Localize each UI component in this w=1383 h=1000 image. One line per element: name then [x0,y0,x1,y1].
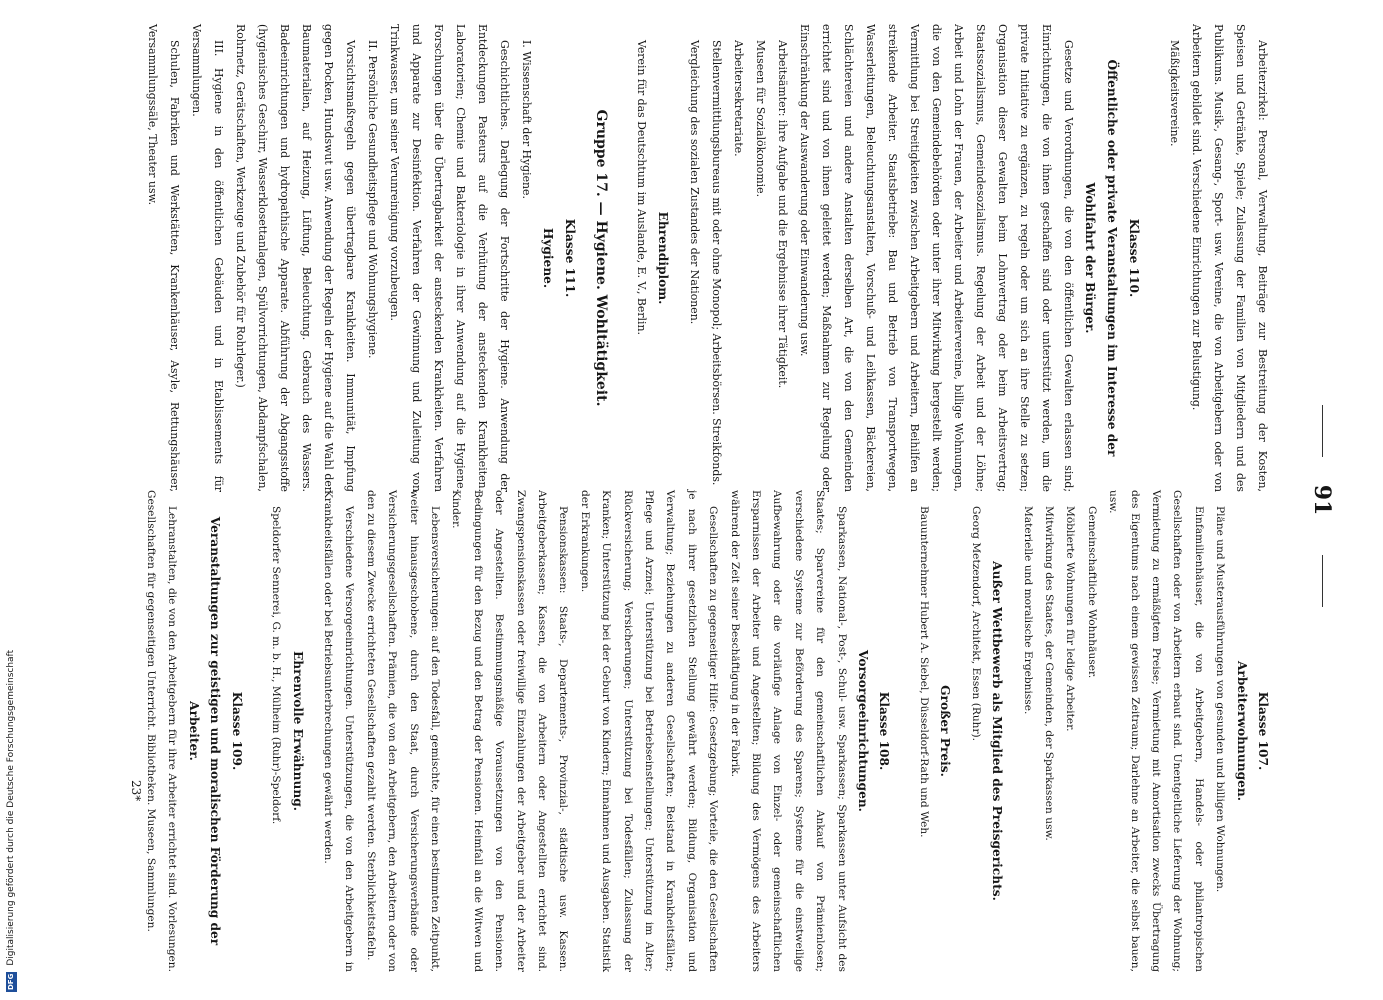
paragraph: Lebensversicherungen: auf den Todesfall, gemischte, für einen bestimmten Zeitpunkt, weiter hinausgeschobene, durch den Staat, durch Versicherungsverbände oder Versicherungsgesellschaften. Prämien, die von den Arbeitgebern, den Arbeitern oder von den zu diesem Zwecke errichteten Gesellschaften gezahlt werden. Sterblichkeitstafeln. [364,490,441,972]
block-spacer [895,490,913,972]
section-heading: Klasse 108. [877,691,892,771]
right-column [141,24,1273,492]
paragraph: Arbeiterzirkel: Personal, Verwaltung, Beiträge zur Bestreitung der Kosten, Speisen und Getränke, Spiele; Zulassung der Familien von Mitgliedern und des Publikums. Musik-, Gesang-, Sport- usw. Vereine, die von Arbeitgebern oder von Arbeitern gebildet sind. Verschiedene Einrichtungen zur Belustigung. [1190,24,1269,492]
paragraph: Verschiedene Versorgeeinrichtungen. Unterstützungen, die von den Arbeitgebern in Krankheitsfällen oder bei Betriebsunterbrechungen gewährt werden. [321,490,356,972]
paragraph: Gesetze und Verordnungen, die von den öffentlichen Gewalten erlassen sind; Einrichtungen, die von ihnen geschaffen sind oder unterstützt werden, um die private Initiative zu ergänzen, zu regeln oder um sich an ihre Stelle zu setzen; Organisation dieser Gewalten beim Lohnvertrag oder beim Arbeitsvertrag; Staatssozialismus, Gemeindesozialismus. Regelung der Arbeit und der Löhne; Arbeit und Lohn der Frauen, der Arbeiter und Arbeitervereine, billige Wohnungen, die von den Gemeindebehörden oder unter ihrer Mitwirkung hergestellt werden; Vermittlung bei Streitigkeiten zwischen Arbeitgebern und Arbeitern, Beihilfen an streikende Arbeiter. Staatsbetriebe: Bau und Betrieb von Transportwegen, Wasserleitungen, Beleuchtungsanstalten, Vorschuß- und Leihkassen, Bäckereien, Schlächtereien und andere Anstalten derselben Art, die von den Gemeinden errichtet sind und von ihnen geleitet werden; Maßnahmen zur Regelung oder Einschränkung der Auswanderung oder Einwanderung usw. [798,24,1075,492]
paragraph: Vorsichtsmaßregeln gegen übertragbare Krankheiten. Immunität, Impfung gegen Pocken, Hundswut usw. Anwendung der Regeln der Hygiene auf die Wahl der Baumaterialien, auf Heizung, Lüftung, Beleuchtung. Gebrauch des Wassers. Badeeinrichtungen und hydropathische Apparate. Abführung der Abgangsstoffe (hygienisches Geschirr, Wasserklosettanlagen, Spülvorrichtungen, Abdampfschalen, Rohrnetz, Gerätschaften, Werkzeuge und Zubehör für Rohrleger.) [234,24,357,492]
paragraph: Arbeitersekretariate. [732,40,745,157]
paragraph: Mäßigkeitsvereine. [1168,40,1181,147]
paragraph: Schulen, Fabriken und Werkstätten, Krankenhäuser, Asyle, Rettungshäuser, Versammlungssäle, Theater usw. [146,24,181,492]
section-heading: Ehrendiplom. [656,211,670,305]
paragraph: Speldorfer Sennerei, G. m. b. H., Mülheim (Ruhr)-Speldorf. [270,506,283,825]
paragraph: Verein für das Deutschtum im Auslande, E. V., Berlin. [635,40,648,335]
paragraph: Einfamilienhäuser, die von Arbeitgebern, Handels- oder philantropischen Gesellschaften oder von Arbeitern erbaut sind. Unentgeltliche Lieferung der Wohnung; Vermietung zu ermäßigtem Preise; Vermietung mit Amortisation zwecks Übertragung des Eigentums nach einem gewissen Zeitraum; Darlehne an Arbeiter, die selbst bauen, usw. [1107,490,1205,972]
paragraph: Stellenvermittlungsbureaus mit oder ohne Monopol; Arbeitsbörsen. Streikfonds. [710,40,723,486]
page-number: 91 [1309,484,1335,516]
block-spacer [1007,490,1016,972]
block-spacer [955,490,964,972]
block-spacer [581,24,590,492]
section-heading: Veranstaltungen zur geistigen und moralischen Förderung der Arbeiter. [186,516,223,946]
block-spacer [612,24,630,492]
block-spacer [247,490,265,972]
paragraph: Arbeitsämter: ihre Aufgabe und die Ergebnisse ihrer Tätigkeit. [776,40,789,389]
footer-text: Digitalisierung gefördert durch die Deutsche Forschungsgemeinschaft [6,649,16,966]
section-heading: Klasse 111. [563,218,577,298]
paragraph: Gemeinschaftliche Wohnhäuser. [1085,506,1098,679]
dfg-logo: DFG [6,973,15,990]
section-heading: Großer Preis. [938,685,953,777]
left-column [140,490,1273,972]
paragraph: II. Persönliche Gesundheitspflege und Wohnungshygiene. [366,40,379,359]
section-heading: Vorsorgeeinrichtungen. [856,650,871,812]
paragraph: Geschichtliches. Darlegung der Fortschritte der Hygiene. Anwendung der Entdeckungen Pasteurs auf die Verhütung der ansteckenden Krankheiten. Laboratorien; Chemie und Bakteriologie in ihrer Anwendung auf die Hygiene. Forschungen über die Übertragbarkeit der ansteckenden Krankheiten. Verfahren und Apparate zur Desinfektion. Verfahren der Gewinnung und Zuleitung von Trinkwasser, um seiner Verunreinigung vorzubeugen. [388,24,511,492]
paragraph: Georg Metzendorf, Architekt, Essen (Ruhr). [969,506,982,742]
block-spacer [308,490,317,972]
paragraph: III. Hygiene in den öffentlichen Gebäuden und in Etablissements für Versammlungen. [190,24,225,492]
sheet-signature: 23* [129,780,143,802]
section-heading: Klasse 110. [1127,218,1141,298]
digitization-footer [4,2,18,992]
section-heading: Hygiene. [541,227,555,289]
header-rule-left [1322,405,1323,457]
paragraph: Vergleichung des sozialen Zustandes der Nationen. [688,40,701,325]
paragraph: Materielle und moralische Ergebnisse. [1021,506,1034,715]
section-heading: Klasse 109. [229,691,244,771]
section-heading: Klasse 107. [1256,691,1270,771]
paragraph: Sparkassen, National-, Post-, Schul- usw. Sparkassen; Sparkassen unter Aufsicht des Staates; Sparvereine für den gemeinschaftlichen Ankauf von Prämienlosen; verschiedene Systeme zur Beförderung des Sparens; Systeme für die einstweilige Aufbewahrung oder die vorläufige Anlage von Einzel- oder gemeinschaftlichen Ersparnissen der Arbeiter und Angestellten; Bildung des Vermögens des Arbeiters während der Zeit seiner Beschäftigung in der Fabrik. [728,490,848,972]
paragraph: Mitwirkung des Staates, der Gemeinden, der Sparkassen usw. [1042,506,1055,841]
paragraph: Möblierte Wohnungen für ledige Arbeiter. [1064,506,1077,732]
group-heading: Gruppe 17. — Hygiene. Wohltätigkeit. [593,109,609,407]
block-spacer [674,24,683,492]
header-rule-right [1322,555,1323,607]
block-spacer [1145,24,1163,492]
paragraph: Gesellschaften zu gegenseitiger Hilfe: Gesetzgebung; Vorteile, die den Gesellschaften je nach ihrer gesetzlichen Stellung gewährt werden; Bildung, Organisation und Verwaltung; Beziehungen zu anderen Gesellschaften; Beistand in Krankheitsfällen; Pflege und Arznei; Unterstützung bei Betriebseinstellungen; Unterstützung im Alter; Rückversicherung; Versicherungen; Unterstützung bei Todesfällen; Zulassung der Kranken; Unterstützung bei der Geburt von Kindern; Einnahmen und Ausgaben. Statistik der Erkrankungen. [578,490,720,972]
section-heading: Arbeiterwohnungen. [1234,660,1249,802]
paragraph: Pensionskassen: Staats-, Departements-, Provinzial-, städtische usw. Kassen. Arbeitgeberkassen; Kassen, die von Arbeitern oder Angestellten errichtet sind. Zwangspensionskassen oder freiwillige Einzahlungen der Arbeitgeber und der Arbeiter oder Angestellten. Bestimmungsmäßige Voraussetzungen von den Pensionen. Bedingungen für den Bezug und den Betrag der Pensionen. Heimfall an die Witwen und Kinder. [450,490,570,972]
paragraph: Bauunternehmer Hubert A. Siebel, Düsseldorf-Rath und Weh. [917,506,930,838]
section-heading: Ehrenvolle Erwähnung. [290,651,305,811]
section-heading: Außer Wettbewerb als Mitglied des Preisgerichts. [990,561,1005,901]
section-heading: Öffentliche oder private Veranstaltungen im Interesse der Wohlfahrt der Bürger. [1083,59,1119,457]
paragraph: I. Wissenschaft der Hygiene. [520,40,533,199]
paragraph: Pläne und Musterausführungen von gesunden und billigen Wohnungen. [1214,506,1227,893]
paragraph: Lehranstalten, die von den Arbeitgebern für ihre Arbeiter errichtet sind. Vorlesungen. Gesellschaften für gegenseitigen Unterricht. Bibliotheken. Museen, Sammlungen. [145,490,179,972]
paragraph: Museen für Sozialökonomie. [754,40,767,198]
